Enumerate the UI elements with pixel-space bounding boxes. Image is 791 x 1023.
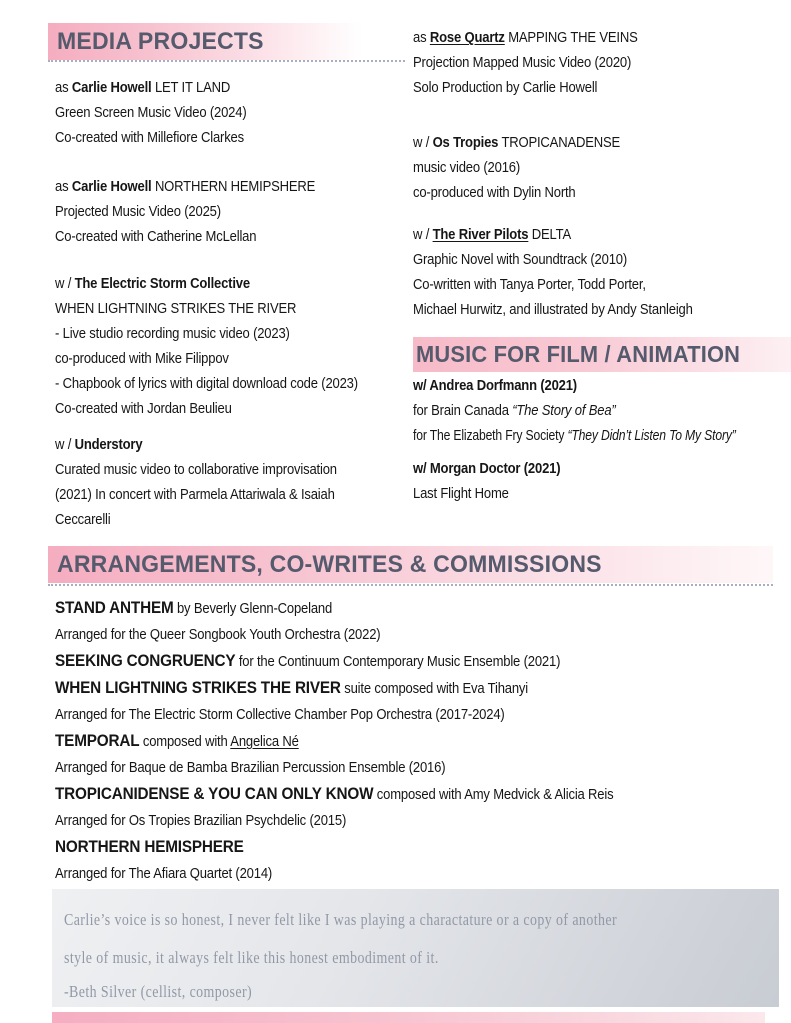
- project-title: LET IT LAND: [151, 80, 231, 96]
- work-detail: composed with Amy Medvick & Alicia Reis: [373, 787, 614, 803]
- film-credit-heading: w/ Morgan Doctor (2021): [413, 461, 561, 477]
- project-artist: Os Tropies: [432, 135, 499, 151]
- arrangement-sub: Arranged for The Electric Storm Collective Chamber Pop Orchestra (2017-2024): [55, 707, 505, 723]
- arrangement-sub: Arranged for Baque de Bamba Brazilian Percussion Ensemble (2016): [55, 760, 446, 776]
- arrangement-sub: Arranged for the Queer Songbook Youth Orchestra (2022): [55, 627, 381, 643]
- project-prefix: w /: [413, 135, 433, 151]
- arrangement-item-stand-anthem: [55, 595, 773, 622]
- quote-line-2: style of music, it always felt like this honest embodiment of it.: [64, 948, 439, 967]
- media-projects-header: [48, 23, 405, 60]
- arrangement-item-northern-hemisphere: [55, 834, 773, 861]
- project-line: co-produced with Mike Filippov: [55, 351, 229, 367]
- testimonial-quote-box: [52, 889, 779, 1007]
- arrangements-header: [48, 546, 773, 583]
- river-pilots-link[interactable]: The River Pilots: [432, 227, 529, 243]
- work-title: SEEKING CONGRUENCY: [55, 651, 236, 670]
- arrangement-item-when-lightning: [55, 675, 773, 702]
- project-entry-os-tropies: [413, 131, 791, 206]
- right-column: [413, 26, 791, 507]
- arrangement-sub: Arranged for The Afiara Quartet (2014): [55, 866, 273, 882]
- project-line: (2021) In concert with Parmela Attariwala & Isaiah: [55, 487, 335, 503]
- project-artist: Carlie Howell: [71, 179, 152, 195]
- project-prefix: as: [55, 179, 72, 195]
- film-credit-line: for The Elizabeth Fry Society: [413, 428, 568, 444]
- arrangements-title: ARRANGEMENTS, CO-WRITES & COMMISSIONS: [57, 551, 602, 578]
- project-entry-understory: [55, 433, 405, 533]
- project-line: - Live studio recording music video (2023): [55, 326, 290, 342]
- quote-attribution: -Beth Silver (cellist, composer): [64, 982, 253, 1001]
- project-artist: The Electric Storm Collective: [74, 276, 250, 292]
- project-title: TROPICANADENSE: [498, 135, 621, 151]
- film-credit-heading: w/ Andrea Dorfmann (2021): [413, 378, 577, 394]
- project-line: Green Screen Music Video (2024): [55, 105, 247, 121]
- work-title: STAND ANTHEM: [55, 598, 174, 617]
- project-line: Co-created with Jordan Beulieu: [55, 401, 232, 417]
- project-line: Graphic Novel with Soundtrack (2010): [413, 252, 628, 268]
- project-line: Co-created with Millefiore Clarkes: [55, 130, 244, 146]
- arrangement-sub: Arranged for Os Tropies Brazilian Psychdelic (2015): [55, 813, 347, 829]
- arrangement-item-tropicanidense: [55, 781, 773, 808]
- project-entry-let-it-land: [55, 76, 405, 151]
- project-line: Ceccarelli: [55, 512, 111, 528]
- project-line: Solo Production by Carlie Howell: [413, 80, 598, 96]
- arrangement-item-seeking-congruency: [55, 648, 773, 675]
- bottom-accent-bar: [52, 1012, 765, 1023]
- work-detail: composed with: [139, 734, 231, 750]
- arrangements-list: [55, 595, 773, 887]
- arrangement-item-temporal: [55, 728, 773, 755]
- work-title: WHEN LIGHTNING STRIKES THE RIVER: [55, 678, 341, 697]
- project-artist: Understory: [74, 437, 143, 453]
- project-prefix: w /: [55, 437, 75, 453]
- project-line: co-produced with Dylin North: [413, 185, 576, 201]
- quote-line-1: Carlie’s voice is so honest, I never felt like I was playing a charactature or a copy of another: [64, 910, 618, 929]
- music-for-film-title: MUSIC FOR FILM / ANIMATION: [416, 341, 741, 367]
- project-line: Projection Mapped Music Video (2020): [413, 55, 632, 71]
- project-title: DELTA: [528, 227, 572, 243]
- film-credit-line: Last Flight Home: [413, 486, 509, 502]
- work-detail: suite composed with Eva Tihanyi: [340, 681, 529, 697]
- project-entry-river-pilots: [413, 223, 791, 323]
- project-prefix: w /: [413, 227, 433, 243]
- film-credit-line: for Brain Canada: [413, 403, 513, 419]
- project-prefix: as: [55, 80, 72, 96]
- project-title: MAPPING THE VEINS: [504, 30, 638, 46]
- film-title: “The Story of Bea”: [512, 403, 616, 419]
- project-line: Co-created with Catherine McLellan: [55, 229, 257, 245]
- media-projects-divider: [48, 60, 405, 62]
- project-line: Michael Hurwitz, and illustrated by Andy Stanleigh: [413, 302, 693, 318]
- film-credit-morgan-doctor: [413, 457, 791, 507]
- project-line: Projected Music Video (2025): [55, 204, 221, 220]
- project-prefix: w /: [55, 276, 75, 292]
- project-entry-electric-storm-collective: [55, 272, 405, 422]
- project-line: music video (2016): [413, 160, 521, 176]
- work-title: TROPICANIDENSE & YOU CAN ONLY KNOW: [55, 784, 374, 803]
- arrangements-section: [55, 546, 773, 887]
- work-title: NORTHERN HEMISPHERE: [55, 837, 244, 856]
- project-entry-rose-quartz: [413, 26, 791, 101]
- media-projects-left-column: [55, 23, 405, 533]
- project-entry-northern-hemisphere-video: [55, 175, 405, 250]
- work-title: TEMPORAL: [55, 731, 140, 750]
- media-projects-title: MEDIA PROJECTS: [57, 28, 264, 55]
- project-title: NORTHERN HEMIPSHERE: [151, 179, 316, 195]
- angelica-ne-link[interactable]: Angelica Né: [230, 734, 299, 750]
- project-prefix: as: [413, 30, 430, 46]
- music-for-film-header: [413, 337, 791, 372]
- film-credit-andrea-dorfmann: [413, 374, 791, 449]
- project-line: Curated music video to collaborative improvisation: [55, 462, 337, 478]
- rose-quartz-link[interactable]: Rose Quartz: [429, 30, 505, 46]
- arrangements-divider: [48, 584, 773, 586]
- work-detail: for the Continuum Contemporary Music Ensemble (2021): [235, 654, 561, 670]
- project-line: WHEN LIGHTNING STRIKES THE RIVER: [55, 301, 297, 317]
- project-artist: Carlie Howell: [71, 80, 152, 96]
- project-line: Co-written with Tanya Porter, Todd Porter,: [413, 277, 646, 293]
- work-detail: by Beverly Glenn-Copeland: [173, 601, 333, 617]
- film-title: “They Didn’t Listen To My Story”: [567, 428, 736, 444]
- project-line: - Chapbook of lyrics with digital download code (2023): [55, 376, 358, 392]
